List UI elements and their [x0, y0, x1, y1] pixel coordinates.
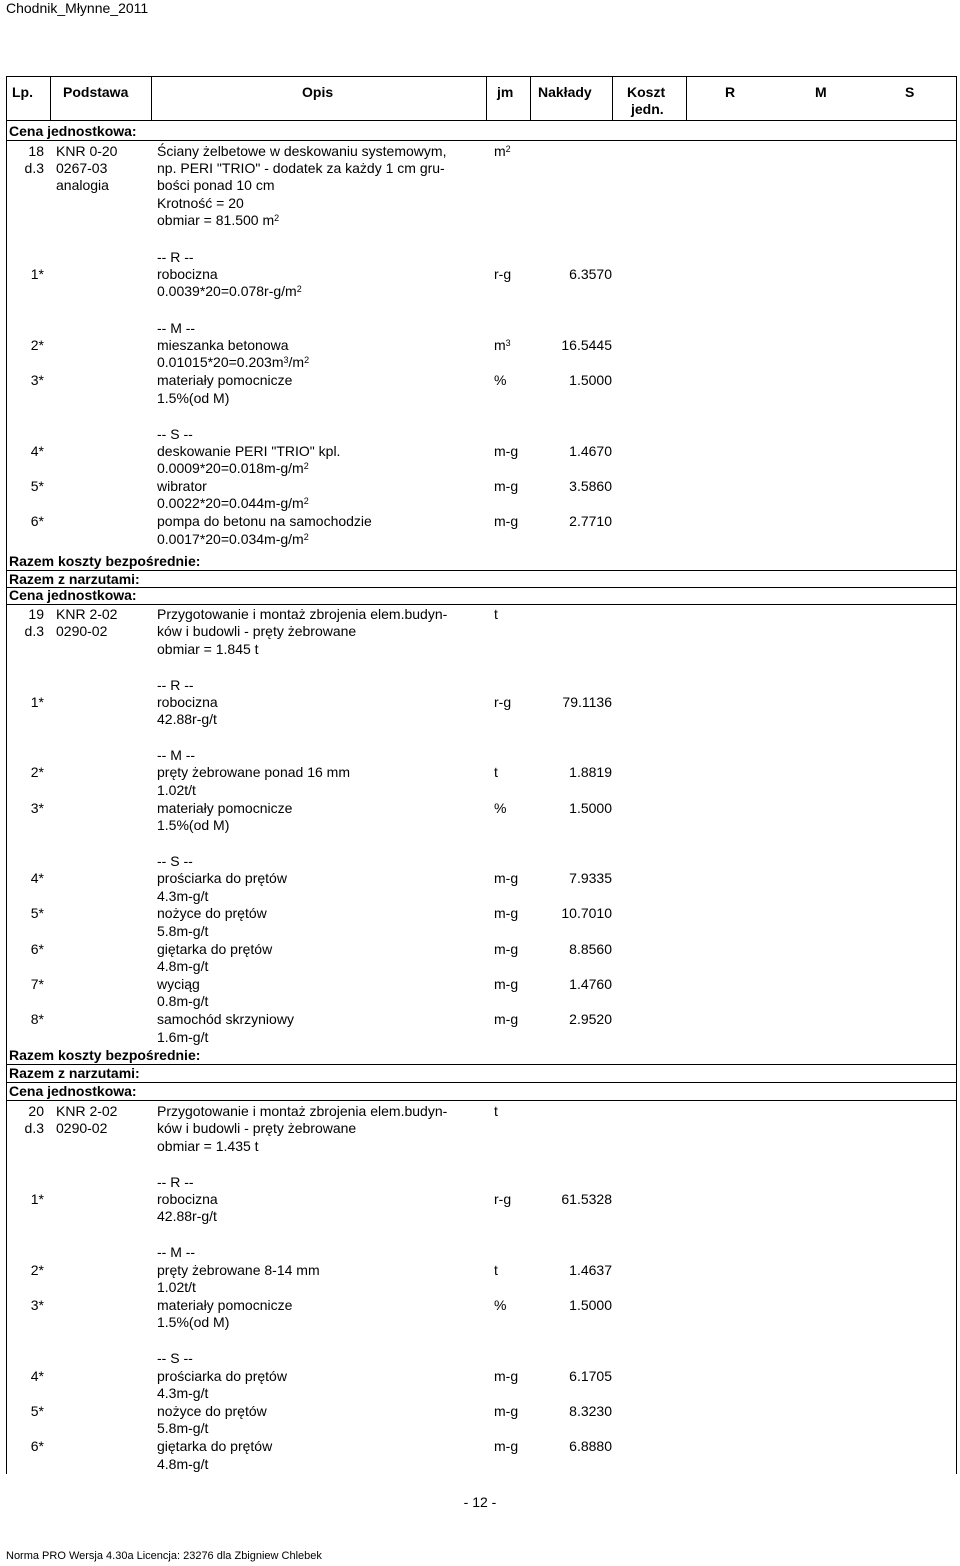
table-top-border [6, 76, 956, 77]
item-name: mieszanka betonowa [157, 337, 289, 353]
item-naklad: 8.3230 [569, 1403, 612, 1419]
page-number: - 12 - [463, 1494, 497, 1510]
item-jm: r-g [494, 694, 512, 710]
razem-bezposrednie-label: Razem koszty bezpośrednie: [9, 553, 201, 569]
header-bottom-border [6, 120, 956, 121]
item-formula: 4.3m-g/t [157, 1385, 209, 1401]
col-header-naklady: Nakłady [538, 84, 592, 100]
col-header-s: S [905, 84, 915, 100]
col-divider [612, 76, 613, 121]
item-jm: m-g [494, 870, 519, 886]
item-formula: 4.3m-g/t [157, 888, 209, 904]
opis-line: Przygotowanie i montaż zbrojenia elem.budyn- [157, 606, 448, 622]
item-formula: 42.88r-g/t [157, 711, 217, 727]
item-naklad: 1.4637 [569, 1262, 612, 1278]
opis-line: Przygotowanie i montaż zbrojenia elem.budyn- [157, 1103, 448, 1119]
opis-line: Ściany żelbetowe w deskowaniu systemowym, [157, 143, 447, 159]
col-divider [50, 76, 51, 121]
item-formula: $0.0009*20=0.018m-g/m^2$ [157, 460, 309, 476]
col-divider [530, 76, 531, 121]
item-naklad: 6.8880 [569, 1438, 612, 1454]
group-r: -- R -- [157, 249, 194, 265]
item-name: prościarka do prętów [157, 870, 287, 886]
item-name: prościarka do prętów [157, 1368, 287, 1384]
item-naklad: 16.5445 [561, 337, 612, 353]
item-jm: m-g [494, 1368, 519, 1384]
item-formula: 1.6m-g/t [157, 1029, 209, 1045]
group-s: -- S -- [157, 1350, 193, 1366]
podstawa-code: KNR 2-02 [56, 1103, 118, 1119]
row-border [6, 1064, 956, 1065]
item-naklad: 1.5000 [569, 800, 612, 816]
item-formula: 1.5%(od M) [157, 817, 230, 833]
item-no: 5* [30, 1403, 44, 1419]
jm-value: $m^2$ [494, 143, 511, 159]
item-jm: m-g [494, 513, 519, 529]
item-name: giętarka do prętów [157, 941, 273, 957]
item-name: pręty żebrowane ponad 16 mm [157, 764, 350, 780]
item-name: materiały pomocnicze [157, 1297, 293, 1313]
group-r: -- R -- [157, 1174, 194, 1190]
item-formula: $0.0017*20=0.034m-g/m^2$ [157, 531, 309, 547]
row-border [6, 1082, 956, 1083]
item-formula: $0.0039*20=0.078r-g/m^2$ [157, 283, 302, 299]
item-jm: m-g [494, 443, 519, 459]
obmiar-line: obmiar = 1.845 t [157, 641, 259, 657]
item-name: nożyce do prętów [157, 905, 267, 921]
item-naklad: 1.5000 [569, 372, 612, 388]
item-no: 7* [30, 976, 44, 992]
podstawa-code: 0290-02 [56, 1120, 108, 1136]
item-name: pręty żebrowane 8-14 mm [157, 1262, 320, 1278]
item-name: deskowanie PERI "TRIO" kpl. [157, 443, 341, 459]
item-jm: m-g [494, 941, 519, 957]
item-no: 4* [30, 870, 44, 886]
item-formula: 42.88r-g/t [157, 1208, 217, 1224]
item-name: materiały pomocnicze [157, 372, 293, 388]
item-no: 8* [30, 1011, 44, 1027]
item-name: samochód skrzyniowy [157, 1011, 294, 1027]
item-formula: 4.8m-g/t [157, 1456, 209, 1472]
item-naklad: 2.7710 [569, 513, 612, 529]
row-border [6, 570, 956, 571]
item-name: pompa do betonu na samochodzie [157, 513, 372, 529]
table-left-border [6, 76, 7, 1474]
obmiar-line: obmiar = 1.435 t [157, 1138, 259, 1154]
item-name: robocizna [157, 694, 218, 710]
row-border [6, 604, 956, 605]
lp-suffix: d.3 [24, 160, 44, 176]
item-no: 6* [30, 513, 44, 529]
item-no: 5* [30, 478, 44, 494]
item-no: 4* [30, 1368, 44, 1384]
cena-jednostkowa-label: Cena jednostkowa: [9, 123, 137, 139]
item-formula: $0.01015*20=0.203m^3/m^2$ [157, 354, 310, 370]
razem-narzuty-label: Razem z narzutami: [9, 1065, 140, 1081]
item-no: 4* [30, 443, 44, 459]
col-divider [686, 76, 687, 121]
group-s: -- S -- [157, 853, 193, 869]
podstawa-code: 0267-03 [56, 160, 108, 176]
row-border [6, 1100, 956, 1101]
item-no: 3* [30, 1297, 44, 1313]
col-divider [151, 76, 152, 121]
item-naklad: 1.4760 [569, 976, 612, 992]
col-header-opis: Opis [302, 84, 334, 100]
item-naklad: 3.5860 [569, 478, 612, 494]
item-formula: $0.0022*20=0.044m-g/m^2$ [157, 495, 309, 511]
opis-line: np. PERI "TRIO" - dodatek za każdy 1 cm gru- [157, 160, 445, 176]
col-header-koszt-jedn: jedn. [631, 101, 664, 117]
col-divider [486, 76, 487, 121]
item-jm: % [494, 372, 507, 388]
item-jm: r-g [494, 1191, 512, 1207]
item-naklad: 1.5000 [569, 1297, 612, 1313]
item-no: 5* [30, 905, 44, 921]
razem-bezposrednie-label: Razem koszty bezpośrednie: [9, 1047, 201, 1063]
group-s: -- S -- [157, 426, 193, 442]
item-no: 3* [30, 372, 44, 388]
item-jm: m-g [494, 1403, 519, 1419]
opis-line: Krotność = 20 [157, 195, 244, 211]
item-naklad: 8.8560 [569, 941, 612, 957]
item-name: materiały pomocnicze [157, 800, 293, 816]
item-no: 6* [30, 1438, 44, 1454]
table-right-border [956, 76, 957, 1474]
podstawa-code: 0290-02 [56, 623, 108, 639]
razem-narzuty-label: Razem z narzutami: [9, 571, 140, 587]
item-jm: m-g [494, 976, 519, 992]
col-header-r: R [725, 84, 736, 100]
item-formula: 1.5%(od M) [157, 1314, 230, 1330]
opis-line: bości ponad 10 cm [157, 177, 275, 193]
item-formula: 5.8m-g/t [157, 1420, 209, 1436]
item-name: nożyce do prętów [157, 1403, 267, 1419]
item-formula: 0.8m-g/t [157, 993, 209, 1009]
item-formula: 1.5%(od M) [157, 390, 230, 406]
group-m: -- M -- [157, 1244, 196, 1260]
item-naklad: 1.8819 [569, 764, 612, 780]
lp-number: 20 [28, 1103, 44, 1119]
opis-line: ków i budowli - pręty żebrowane [157, 1120, 357, 1136]
footer-license: Norma PRO Wersja 4.30a Licencja: 23276 dla Zbigniew Chlebek [6, 1550, 322, 1562]
cena-jednostkowa-label: Cena jednostkowa: [9, 1083, 137, 1099]
item-naklad: 61.5328 [561, 1191, 612, 1207]
row-border [6, 587, 956, 588]
podstawa-code: KNR 0-20 [56, 143, 118, 159]
item-no: 1* [30, 1191, 44, 1207]
obmiar-line: obmiar = 81.500 $m^2$ [157, 212, 280, 228]
item-jm: t [494, 764, 498, 780]
item-formula: 5.8m-g/t [157, 923, 209, 939]
podstawa-code: KNR 2-02 [56, 606, 118, 622]
lp-suffix: d.3 [24, 1120, 44, 1136]
item-jm: m-g [494, 905, 519, 921]
item-jm: m-g [494, 478, 519, 494]
item-no: 3* [30, 800, 44, 816]
item-no: 2* [30, 764, 44, 780]
item-name: robocizna [157, 266, 218, 282]
item-name: giętarka do prętów [157, 1438, 273, 1454]
lp-suffix: d.3 [24, 623, 44, 639]
group-m: -- M -- [157, 747, 196, 763]
col-header-m: M [815, 84, 827, 100]
item-jm: t [494, 1262, 498, 1278]
item-formula: 1.02t/t [157, 1279, 196, 1295]
jm-value: t [494, 1103, 498, 1119]
lp-number: 18 [28, 143, 44, 159]
item-naklad: 2.9520 [569, 1011, 612, 1027]
col-header-koszt: Koszt [627, 84, 666, 100]
opis-line: ków i budowli - pręty żebrowane [157, 623, 357, 639]
item-naklad: 10.7010 [561, 905, 612, 921]
item-naklad: 6.1705 [569, 1368, 612, 1384]
item-no: 2* [30, 1262, 44, 1278]
item-no: 6* [30, 941, 44, 957]
item-name: wyciąg [157, 976, 200, 992]
row-border [6, 140, 956, 141]
jm-value: t [494, 606, 498, 622]
item-jm: m-g [494, 1438, 519, 1454]
item-formula: 1.02t/t [157, 782, 196, 798]
item-naklad: 1.4670 [569, 443, 612, 459]
item-jm: m-g [494, 1011, 519, 1027]
col-header-jm: jm [497, 84, 514, 100]
item-jm: $m^3$ [494, 337, 511, 353]
item-naklad: 6.3570 [569, 266, 612, 282]
item-no: 2* [30, 337, 44, 353]
item-formula: 4.8m-g/t [157, 958, 209, 974]
item-no: 1* [30, 694, 44, 710]
item-jm: % [494, 800, 507, 816]
item-name: robocizna [157, 1191, 218, 1207]
col-header-podstawa: Podstawa [63, 84, 129, 100]
lp-number: 19 [28, 606, 44, 622]
col-header-lp: Lp. [12, 84, 33, 100]
item-name: wibrator [157, 478, 207, 494]
document-title: Chodnik_Młynne_2011 [6, 0, 149, 16]
group-m: -- M -- [157, 320, 196, 336]
item-jm: r-g [494, 266, 512, 282]
item-no: 1* [30, 266, 44, 282]
item-jm: % [494, 1297, 507, 1313]
item-naklad: 79.1136 [562, 694, 612, 710]
cena-jednostkowa-label: Cena jednostkowa: [9, 587, 137, 603]
podstawa-code: analogia [56, 177, 109, 193]
item-naklad: 7.9335 [569, 870, 612, 886]
group-r: -- R -- [157, 677, 194, 693]
